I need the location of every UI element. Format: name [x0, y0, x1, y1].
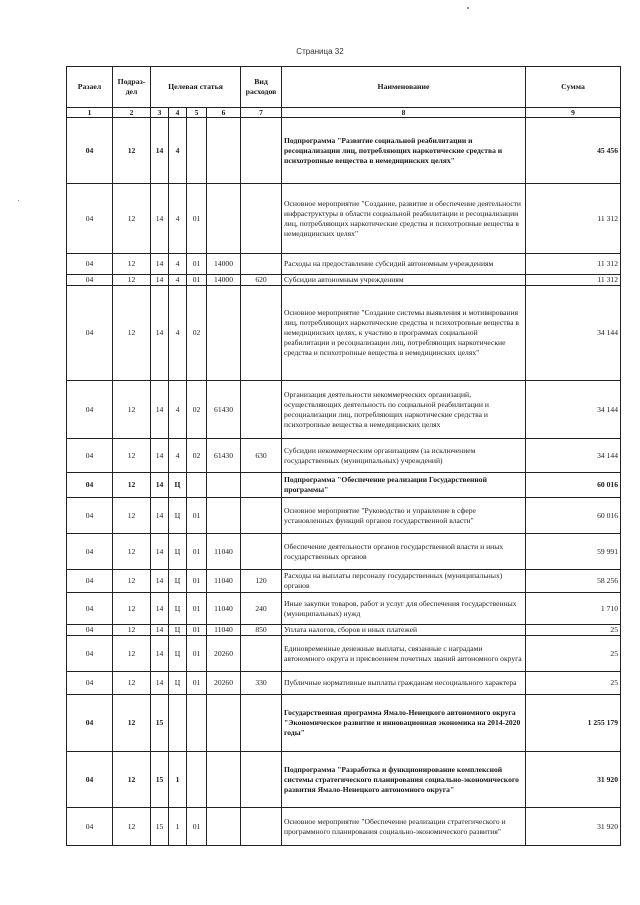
cell-target-program: 14	[151, 275, 169, 286]
cell-section: 04	[67, 593, 113, 625]
budget-table	[66, 66, 621, 846]
cell-target-event	[187, 752, 207, 808]
cell-target-event: 01	[187, 254, 207, 275]
cell-target-event: 01	[187, 593, 207, 625]
cell-expense-type	[241, 808, 282, 846]
table-row	[67, 473, 621, 498]
cell-target-event	[187, 695, 207, 752]
cell-target-event: 01	[187, 275, 207, 286]
col-number: 9	[526, 108, 621, 118]
cell-section: 04	[67, 275, 113, 286]
header-section: Разаел	[67, 67, 113, 108]
cell-target-subprogram: 4	[169, 275, 187, 286]
table-row	[67, 636, 621, 672]
cell-name: Подпрограмма "Развитие социальной реабилитации и ресоциализации лиц, потребляющих наркотические средства и психотропные вещества в немедицинских целях"	[282, 118, 526, 184]
cell-target-subprogram: 1	[169, 808, 187, 846]
cell-sum: 59 991	[526, 534, 621, 570]
cell-section: 04	[67, 381, 113, 439]
table-row	[67, 752, 621, 808]
cell-expense-type	[241, 636, 282, 672]
cell-sum: 25	[526, 636, 621, 672]
cell-name: Уплата налогов, сборов и иных платежей	[282, 625, 526, 636]
cell-name: Обеспечение деятельности органов государственной власти и иных государственных органов	[282, 534, 526, 570]
cell-expense-type	[241, 695, 282, 752]
cell-sum: 58 256	[526, 570, 621, 593]
table-row	[67, 439, 621, 473]
cell-name: Субсидии некоммерческим организациям (за исключением государственных (муниципальных) учреждений)	[282, 439, 526, 473]
cell-subsection: 12	[113, 672, 151, 695]
cell-subsection: 12	[113, 254, 151, 275]
cell-target-direction: 14000	[207, 275, 241, 286]
cell-sum: 34 144	[526, 286, 621, 381]
cell-sum: 1 255 179	[526, 695, 621, 752]
cell-name: Организация деятельности некоммерческих организаций, осуществляющих деятельность по социальной реабилитации и ресоциализации лиц, потребляющих наркотические средства и психотропные вещества в немедицинских целях	[282, 381, 526, 439]
cell-name: Единовременные денежные выплаты, связанные с наградами автономного округа и присвоением почетных званий автономного округа	[282, 636, 526, 672]
cell-subsection: 12	[113, 275, 151, 286]
cell-target-subprogram: 4	[169, 118, 187, 184]
cell-target-event: 01	[187, 625, 207, 636]
cell-target-direction: 14000	[207, 254, 241, 275]
cell-section: 04	[67, 625, 113, 636]
cell-target-direction	[207, 752, 241, 808]
cell-sum: 45 456	[526, 118, 621, 184]
cell-expense-type	[241, 118, 282, 184]
cell-target-subprogram: Ц	[169, 534, 187, 570]
cell-target-program: 14	[151, 381, 169, 439]
cell-name: Субсидии автономным учреждениям	[282, 275, 526, 286]
cell-sum: 25	[526, 625, 621, 636]
cell-target-direction	[207, 695, 241, 752]
cell-target-subprogram: 4	[169, 286, 187, 381]
col-number: 5	[187, 108, 207, 118]
cell-section: 04	[67, 695, 113, 752]
cell-target-program: 14	[151, 184, 169, 254]
cell-target-subprogram: 4	[169, 184, 187, 254]
cell-target-program: 15	[151, 695, 169, 752]
cell-target-subprogram: Ц	[169, 570, 187, 593]
cell-target-direction	[207, 473, 241, 498]
cell-sum: 31 920	[526, 808, 621, 846]
header-sum: Сумма	[526, 67, 621, 108]
cell-target-direction	[207, 118, 241, 184]
col-number: 7	[241, 108, 282, 118]
table-row	[67, 695, 621, 752]
cell-target-direction: 11040	[207, 570, 241, 593]
cell-target-direction: 61430	[207, 439, 241, 473]
column-number-row	[67, 108, 621, 118]
header-name: Наименование	[282, 67, 526, 108]
cell-target-direction: 11040	[207, 593, 241, 625]
cell-target-subprogram: Ц	[169, 473, 187, 498]
col-number: 8	[282, 108, 526, 118]
cell-target-event: 01	[187, 672, 207, 695]
table-row	[67, 381, 621, 439]
table-row	[67, 118, 621, 184]
page-title: Страница 32	[296, 47, 344, 56]
table-row	[67, 498, 621, 534]
cell-target-program: 14	[151, 593, 169, 625]
cell-expense-type	[241, 473, 282, 498]
cell-target-event: 01	[187, 808, 207, 846]
cell-section: 04	[67, 184, 113, 254]
col-number: 1	[67, 108, 113, 118]
cell-subsection: 12	[113, 439, 151, 473]
cell-target-subprogram: 4	[169, 381, 187, 439]
cell-subsection: 12	[113, 752, 151, 808]
cell-expense-type	[241, 286, 282, 381]
cell-name: Публичные нормативные выплаты гражданам несоциального характера	[282, 672, 526, 695]
cell-section: 04	[67, 498, 113, 534]
col-number: 6	[207, 108, 241, 118]
col-number: 2	[113, 108, 151, 118]
cell-subsection: 12	[113, 498, 151, 534]
cell-target-program: 14	[151, 118, 169, 184]
table-row	[67, 184, 621, 254]
cell-subsection: 12	[113, 636, 151, 672]
cell-sum: 11 312	[526, 184, 621, 254]
cell-name: Иные закупки товаров, работ и услуг для обеспечения государственных (муниципальных) нужд	[282, 593, 526, 625]
cell-target-program: 14	[151, 625, 169, 636]
cell-section: 04	[67, 752, 113, 808]
cell-section: 04	[67, 254, 113, 275]
cell-sum: 11 312	[526, 275, 621, 286]
cell-target-subprogram: Ц	[169, 672, 187, 695]
cell-section: 04	[67, 286, 113, 381]
cell-subsection: 12	[113, 473, 151, 498]
table-row	[67, 808, 621, 846]
cell-expense-type	[241, 254, 282, 275]
cell-sum: 25	[526, 672, 621, 695]
cell-expense-type: 630	[241, 439, 282, 473]
cell-target-event: 01	[187, 636, 207, 672]
cell-subsection: 12	[113, 118, 151, 184]
cell-expense-type	[241, 498, 282, 534]
cell-target-program: 14	[151, 286, 169, 381]
table-header	[67, 67, 621, 118]
cell-sum: 34 144	[526, 439, 621, 473]
cell-sum: 34 144	[526, 381, 621, 439]
cell-name: Основное мероприятие "Создание системы выявления и мотивирования лиц, потребляющих наркотические средства и психотропные вещества в немедицинских целях, к участию в программах социальной реабилитации и ресоциализации лиц, потребляющих наркотические средства и психотропные вещества в немедицинских целях"	[282, 286, 526, 381]
cell-subsection: 12	[113, 625, 151, 636]
cell-target-program: 14	[151, 570, 169, 593]
cell-target-direction: 20260	[207, 636, 241, 672]
cell-subsection: 12	[113, 534, 151, 570]
cell-target-subprogram: 1	[169, 752, 187, 808]
cell-section: 04	[67, 672, 113, 695]
cell-sum: 31 920	[526, 752, 621, 808]
header-expense-type: Вид расходов	[241, 67, 282, 108]
cell-target-subprogram: Ц	[169, 636, 187, 672]
cell-expense-type: 850	[241, 625, 282, 636]
cell-subsection: 12	[113, 593, 151, 625]
cell-target-direction	[207, 808, 241, 846]
cell-subsection: 12	[113, 286, 151, 381]
cell-target-event: 01	[187, 534, 207, 570]
cell-expense-type	[241, 381, 282, 439]
table-row	[67, 534, 621, 570]
cell-expense-type: 120	[241, 570, 282, 593]
cell-subsection: 12	[113, 570, 151, 593]
cell-target-event: 01	[187, 184, 207, 254]
cell-target-direction	[207, 184, 241, 254]
cell-target-direction	[207, 498, 241, 534]
cell-target-direction	[207, 286, 241, 381]
cell-target-subprogram: Ц	[169, 625, 187, 636]
cell-target-program: 15	[151, 808, 169, 846]
cell-section: 04	[67, 534, 113, 570]
cell-section: 04	[67, 808, 113, 846]
col-number: 3	[151, 108, 169, 118]
cell-name: Основное мероприятие "Создание, развитие и обеспечение деятельности инфраструктуры в области социальной реабилитации и ресоциализации лиц, потребляющих наркотические средства и психотропные вещества в немедицинских целях"	[282, 184, 526, 254]
cell-section: 04	[67, 439, 113, 473]
cell-name: Расходы на предоставление субсидий автономным учреждениям	[282, 254, 526, 275]
col-number: 4	[169, 108, 187, 118]
scan-speck	[467, 7, 469, 9]
cell-target-event	[187, 473, 207, 498]
cell-sum: 1 710	[526, 593, 621, 625]
table-row	[67, 570, 621, 593]
cell-subsection: 12	[113, 184, 151, 254]
table-row	[67, 672, 621, 695]
cell-subsection: 12	[113, 381, 151, 439]
cell-target-subprogram: 4	[169, 439, 187, 473]
cell-sum: 60 016	[526, 498, 621, 534]
cell-target-program: 14	[151, 473, 169, 498]
cell-section: 04	[67, 636, 113, 672]
cell-subsection: 12	[113, 808, 151, 846]
table-row	[67, 286, 621, 381]
cell-target-program: 14	[151, 439, 169, 473]
scan-speck	[18, 200, 19, 201]
cell-name: Подпрограмма "Обеспечение реализации Государственной программы"	[282, 473, 526, 498]
cell-target-subprogram: 4	[169, 254, 187, 275]
cell-subsection: 12	[113, 695, 151, 752]
cell-target-subprogram: Ц	[169, 593, 187, 625]
cell-section: 04	[67, 570, 113, 593]
table-body	[67, 118, 621, 846]
cell-target-direction: 20260	[207, 672, 241, 695]
cell-expense-type	[241, 184, 282, 254]
cell-target-event	[187, 118, 207, 184]
cell-target-program: 14	[151, 636, 169, 672]
header-target: Целевая статья	[151, 67, 241, 108]
cell-name: Государственная программа Ямало-Ненецкого автономного округа "Экономическое развитие и инновационная экономика на 2014-2020 годы"	[282, 695, 526, 752]
cell-expense-type: 330	[241, 672, 282, 695]
cell-expense-type: 240	[241, 593, 282, 625]
cell-target-event: 02	[187, 381, 207, 439]
cell-name: Подпрограмма "Разработка и функционирование комплексной системы стратегического планирования социально-экономического развития Ямало-Ненецкого автономного округа"	[282, 752, 526, 808]
cell-name: Основное мероприятие "Обеспечение реализации стратегического и программного планирования социально-экономического развития"	[282, 808, 526, 846]
cell-target-event: 02	[187, 286, 207, 381]
cell-sum: 60 016	[526, 473, 621, 498]
cell-target-event: 02	[187, 439, 207, 473]
cell-expense-type	[241, 534, 282, 570]
cell-section: 04	[67, 473, 113, 498]
cell-target-program: 14	[151, 498, 169, 534]
cell-expense-type	[241, 752, 282, 808]
cell-target-direction: 61430	[207, 381, 241, 439]
cell-target-event: 01	[187, 498, 207, 534]
cell-target-direction: 11040	[207, 534, 241, 570]
cell-target-program: 14	[151, 672, 169, 695]
cell-target-program: 14	[151, 254, 169, 275]
cell-target-direction: 11040	[207, 625, 241, 636]
cell-target-event: 01	[187, 570, 207, 593]
table-row	[67, 593, 621, 625]
table-row	[67, 275, 621, 286]
cell-section: 04	[67, 118, 113, 184]
cell-target-program: 14	[151, 534, 169, 570]
cell-target-subprogram	[169, 695, 187, 752]
table-row	[67, 625, 621, 636]
cell-name: Основное мероприятие "Руководство и управление в сфере установленных функций органов государственной власти"	[282, 498, 526, 534]
cell-sum: 11 312	[526, 254, 621, 275]
cell-name: Расходы на выплаты персоналу государственных (муниципальных) органов	[282, 570, 526, 593]
table-row	[67, 254, 621, 275]
cell-expense-type: 620	[241, 275, 282, 286]
cell-target-program: 15	[151, 752, 169, 808]
cell-target-subprogram: Ц	[169, 498, 187, 534]
header-subsection: Подраз- дел	[113, 67, 151, 108]
